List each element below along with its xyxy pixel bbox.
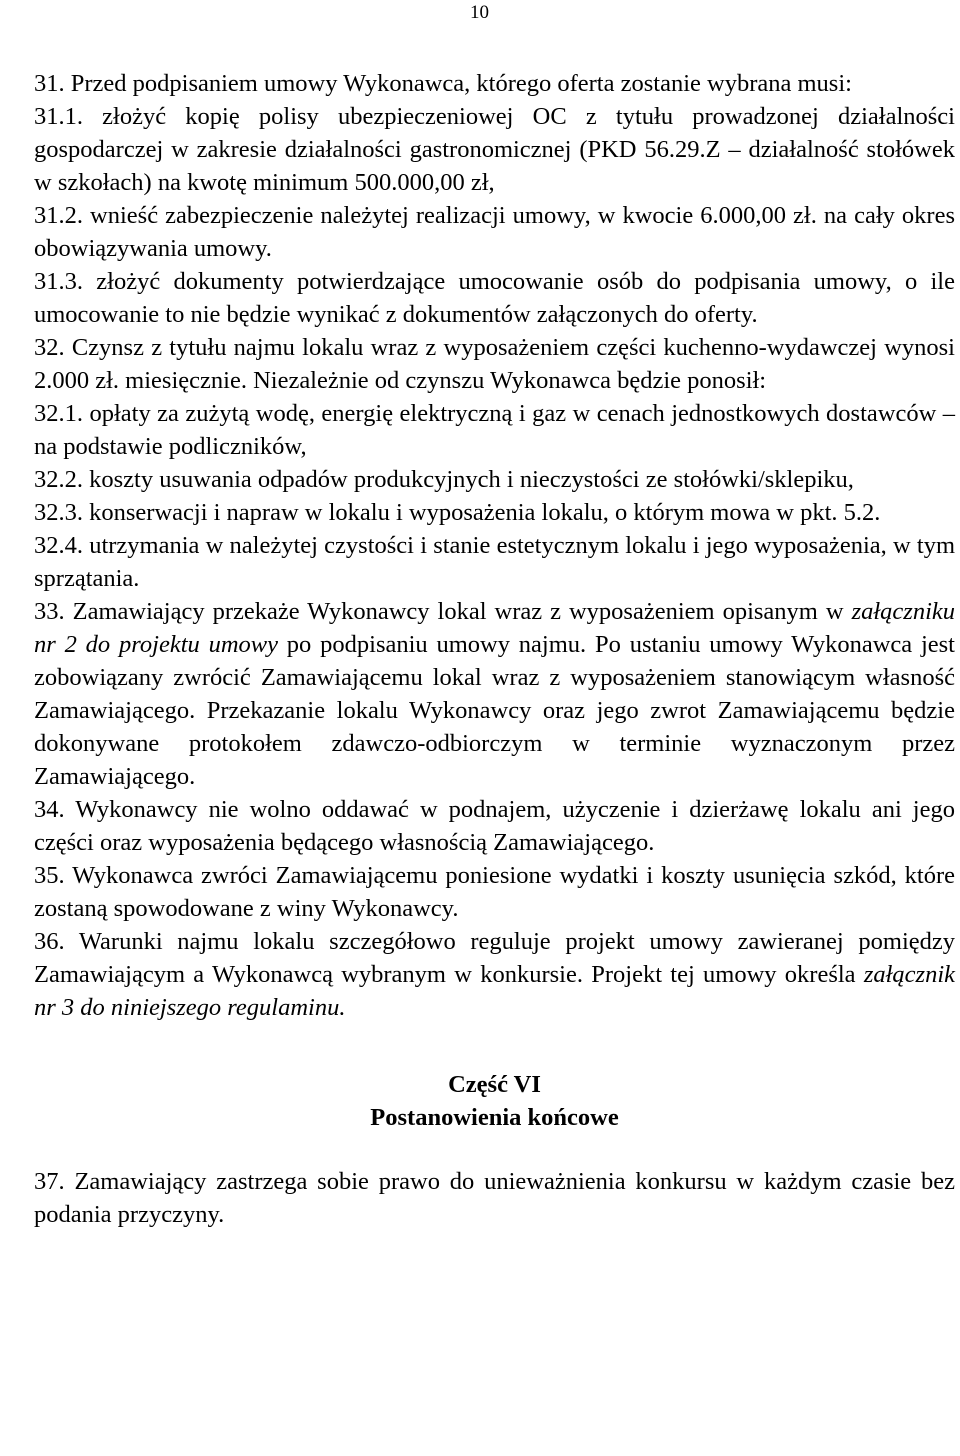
paragraph-33-italic-reference: załączniku nr 2 do projektu umowy xyxy=(34,598,955,658)
section-subtitle: Postanowienia końcowe xyxy=(370,1104,619,1131)
paragraph-31-2: 31.2. wnieść zabezpieczenie należytej realizacji umowy, w kwocie 6.000,00 zł. na cały okres obowiązywania umowy. xyxy=(34,202,955,262)
paragraph-36 xyxy=(34,925,955,1024)
paragraph-34: 34. Wykonawcy nie wolno oddawać w podnajem, użyczenie i dzierżawę lokalu ani jego części oraz wyposażenia będącego własnością Zamawiającego. xyxy=(34,796,955,856)
section-title: Część VI xyxy=(448,1071,541,1098)
paragraph-32-3: 32.3. konserwacji i napraw w lokalu i wyposażenia lokalu, o którym mowa w pkt. 5.2. xyxy=(34,499,881,526)
document-body xyxy=(34,67,955,1231)
paragraph-32-1: 32.1. opłaty za zużytą wodę, energię elektryczną i gaz w cenach jednostkowych dostawców – na podstawie podliczników, xyxy=(34,400,955,460)
paragraph-36-text-a: 36. Warunki najmu lokalu szczegółowo reguluje projekt umowy zawieranej pomiędzy Zamawiającym a Wykonawcą wybranym w konkursie. Projekt tej umowy określa xyxy=(34,928,955,988)
section-heading xyxy=(34,1068,955,1134)
paragraph-35: 35. Wykonawca zwróci Zamawiającemu poniesione wydatki i koszty usunięcia szkód, które zostaną spowodowane z winy Wykonawcy. xyxy=(34,862,955,922)
paragraph-37: 37. Zamawiający zastrzega sobie prawo do unieważnienia konkursu w każdym czasie bez podania przyczyny. xyxy=(34,1168,955,1228)
paragraph-33-text-a: 33. Zamawiający przekaże Wykonawcy lokal wraz z wyposażeniem opisanym w xyxy=(34,598,852,625)
paragraph-32: 32. Czynsz z tytułu najmu lokalu wraz z wyposażeniem części kuchenno-wydawczej wynosi 2.000 zł. miesięcznie. Niezależnie od czynszu Wykonawca będzie ponosił: xyxy=(34,334,955,394)
paragraph-31-3: 31.3. złożyć dokumenty potwierdzające umocowanie osób do podpisania umowy, o ile umocowanie to nie będzie wynikać z dokumentów załączonych do oferty. xyxy=(34,268,955,328)
paragraph-33 xyxy=(34,595,955,793)
paragraph-36-italic-reference: załącznik nr 3 do niniejszego regulaminu. xyxy=(34,961,955,1021)
paragraph-32-4: 32.4. utrzymania w należytej czystości i stanie estetycznym lokalu i jego wyposażenia, w tym sprzątania. xyxy=(34,532,955,592)
paragraph-32-2: 32.2. koszty usuwania odpadów produkcyjnych i nieczystości ze stołówki/sklepiku, xyxy=(34,466,854,493)
paragraph-31-1: 31.1. złożyć kopię polisy ubezpieczeniowej OC z tytułu prowadzonej działalności gospodarczej w zakresie działalności gastronomicznej (PKD 56.29.Z – działalność stołówek w szkołach) na kwotę minimum 500.000,00 zł, xyxy=(34,103,955,196)
paragraph-33-text-c: po podpisaniu umowy najmu. Po ustaniu umowy Wykonawca jest zobowiązany zwrócić Zamawiającemu lokal wraz z wyposażeniem stanowiącym własność Zamawiającego. Przekazanie lokalu Wykonawcy oraz jego zwrot Zamawiającemu będzie dokonywane protokołem zdawczo-odbiorczym w terminie wyznaczonym przez Zamawiającego. xyxy=(34,631,955,790)
paragraph-31: 31. Przed podpisaniem umowy Wykonawca, którego oferta zostanie wybrana musi: xyxy=(34,70,852,97)
page-number: 10 xyxy=(470,2,489,23)
